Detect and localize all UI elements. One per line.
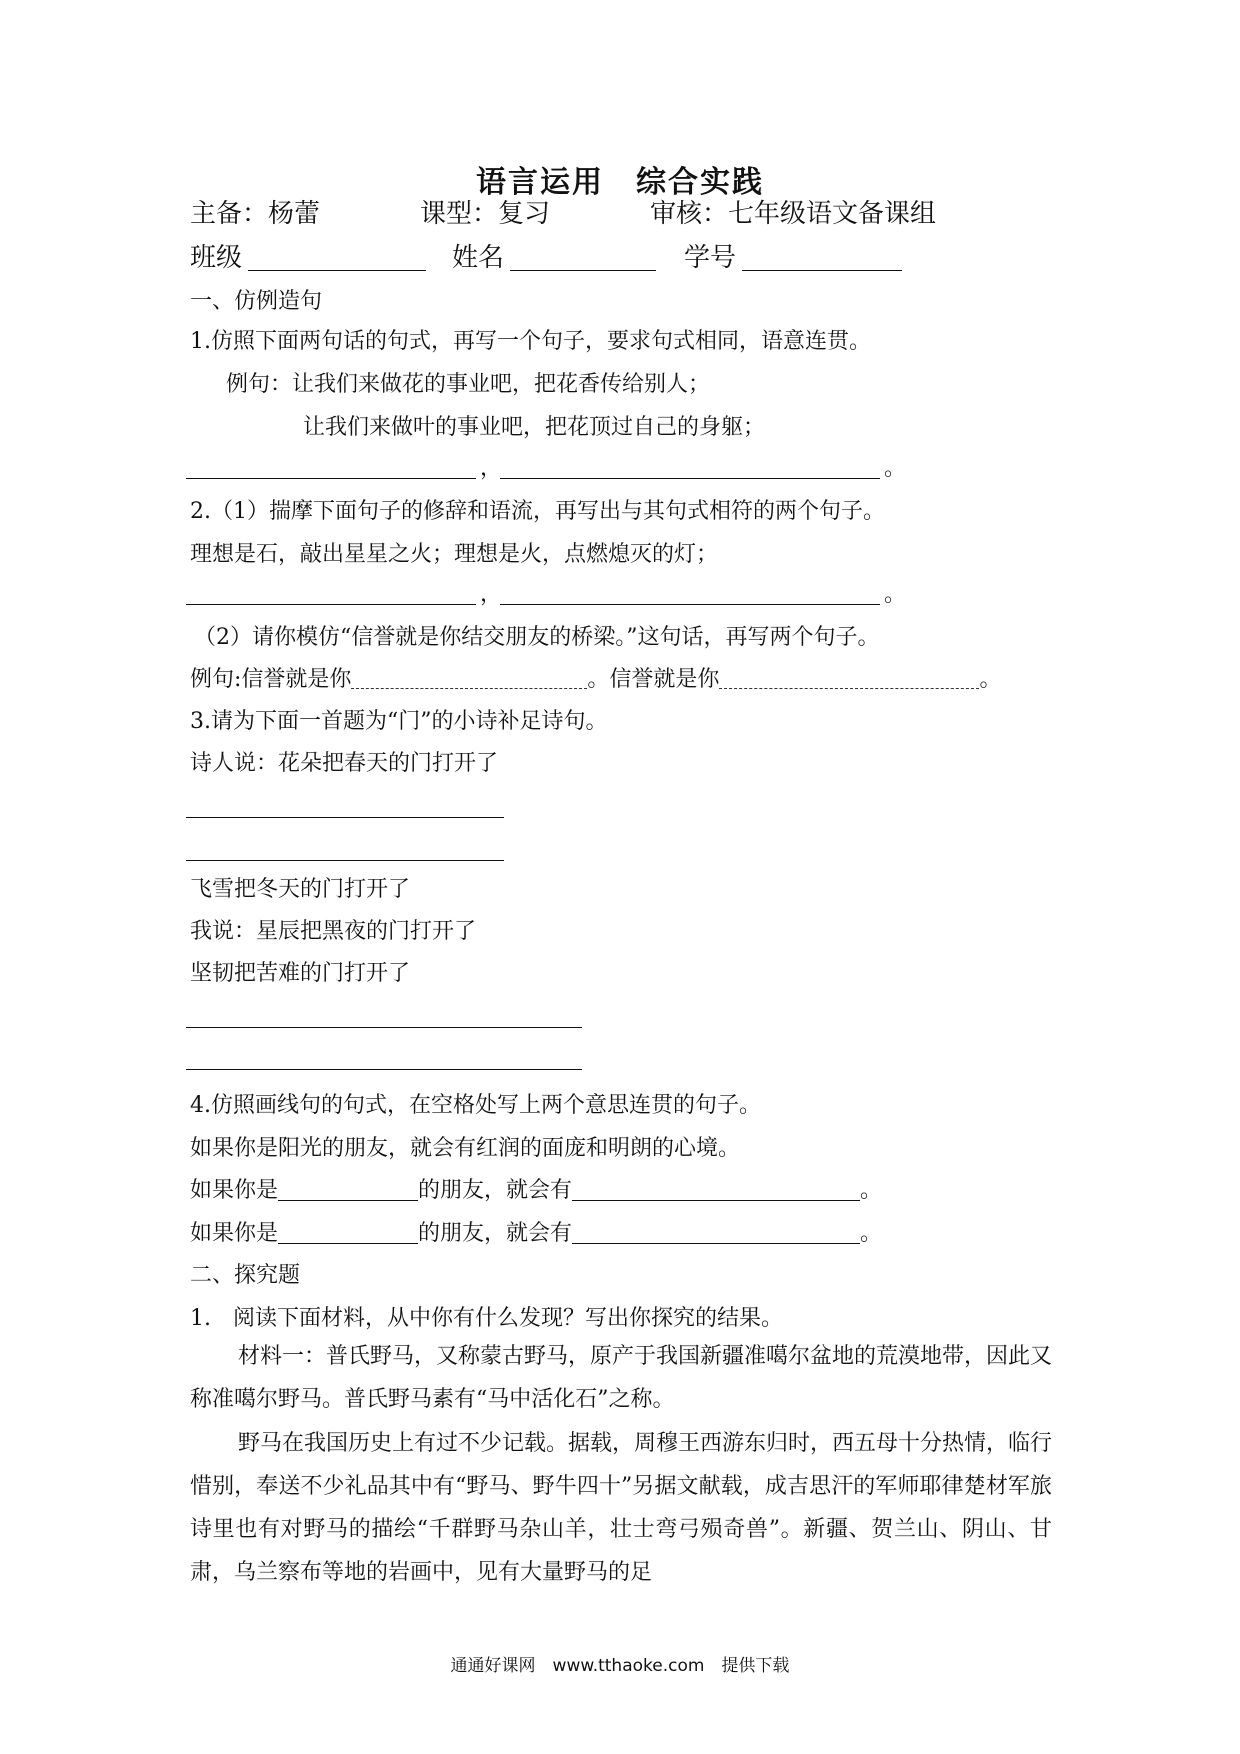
q3-prompt: 3.请为下面一首题为“门”的小诗补足诗句。 <box>190 709 608 734</box>
student-fields <box>190 242 1090 276</box>
q1-answer-line-1[interactable] <box>186 478 476 479</box>
name-label: 姓名 <box>452 243 505 273</box>
q4-prompt: 4.仿照画线句的句式，在空格处写上两个意思连贯的句子。 <box>190 1093 761 1118</box>
section2-q1-prompt: 1. 阅读下面材料，从中你有什么发现？写出你探究的结果。 <box>190 1306 783 1331</box>
q3-answer-line-3[interactable] <box>186 1027 582 1028</box>
q4-c-label: 。 <box>860 1221 883 1246</box>
q2-example-2-c: 。 <box>979 667 1002 692</box>
q2-example-2-line <box>190 666 1001 694</box>
q2-prompt-2: （2）请你模仿“信誉就是你结交朋友的桥梁。”这句话，再写两个句子。 <box>194 625 880 650</box>
q4-answer-row-2 <box>190 1220 882 1248</box>
q4-blank-2b[interactable] <box>572 1221 860 1244</box>
q3-poem-line-3: 我说：星辰把黑夜的门打开了 <box>190 919 477 944</box>
lesson-type: 课型：复习 <box>420 199 551 229</box>
q4-blank-1a[interactable] <box>278 1178 418 1201</box>
q3-answer-line-4[interactable] <box>186 1069 582 1070</box>
q4-blank-2a[interactable] <box>278 1221 418 1244</box>
q2-example: 理想是石，敲出星星之火；理想是火，点燃熄灭的灯； <box>190 542 719 567</box>
q2-example-2-a: 例句:信誉就是你 <box>190 667 352 692</box>
q4-answer-row-1 <box>190 1177 882 1205</box>
q3-poem-line-4: 坚韧把苦难的门打开了 <box>190 961 411 986</box>
class-label: 班级 <box>190 243 243 273</box>
material-1: 材料一：普氏野马，又称蒙古野马，原产于我国新疆准噶尔盆地的荒漠地带，因此又称准噶尔野马。普氏野马素有“马中活化石”之称。 <box>190 1344 1053 1412</box>
q4-a-label: 如果你是 <box>190 1178 279 1203</box>
footer: 通通好课网 www.tthaoke.com 提供下载 <box>450 1656 790 1676</box>
reviewer: 审核：七年级语文备课组 <box>650 199 937 229</box>
q2-prompt-1: 2.（1）揣摩下面句子的修辞和语流，再写出与其句式相符的两个句子。 <box>190 499 885 524</box>
section1-heading: 一、仿例造句 <box>190 289 323 314</box>
q2-comma: ， <box>480 582 503 607</box>
meta-row <box>190 198 1090 232</box>
q4-c-label: 。 <box>860 1178 883 1203</box>
q4-a-label: 如果你是 <box>190 1221 279 1246</box>
q2-blank-1[interactable] <box>351 668 587 689</box>
q4-blank-1b[interactable] <box>572 1178 860 1201</box>
q1-period: 。 <box>884 456 907 481</box>
page-title: 语言运用 综合实践 <box>476 165 764 200</box>
q3-poem-line-2: 飞雪把冬天的门打开了 <box>190 877 411 902</box>
q2-answer-line-1[interactable] <box>186 604 476 605</box>
q4-example: 如果你是阳光的朋友，就会有红润的面庞和明朗的心境。 <box>190 1136 741 1161</box>
q2-period: 。 <box>884 582 907 607</box>
class-field[interactable] <box>248 270 426 271</box>
number-label: 学号 <box>684 243 737 273</box>
q1-answer-line-2[interactable] <box>500 478 880 479</box>
q2-answer-line-2[interactable] <box>500 604 880 605</box>
material-2: 野马在我国历史上有过不少记载。据载，周穆王西游东归时，西五母十分热情，临行惜别，奉送不少礼品其中有“野马、野牛四十”另据文献载，成吉思汗的军师耶律楚材军旅诗里也有对野马的描绘“千群野马杂山羊，壮士弯弓殒奇兽”。新疆、贺兰山、阴山、甘肃，乌兰察布等地的岩画中，见有大量野马的足 <box>190 1431 1053 1585</box>
q1-example-1: 例句：让我们来做花的事业吧，把花香传给别人； <box>226 372 711 397</box>
q2-blank-2[interactable] <box>719 668 979 689</box>
q4-b-label: 的朋友，就会有 <box>418 1221 573 1246</box>
name-field[interactable] <box>510 270 656 271</box>
q1-prompt: 1.仿照下面两句话的句式，再写一个句子，要求句式相同，语意连贯。 <box>190 329 871 354</box>
preparer: 主备：杨蕾 <box>190 199 321 229</box>
number-field[interactable] <box>742 270 902 271</box>
section2-heading: 二、探究题 <box>190 1263 301 1288</box>
q3-answer-line-1[interactable] <box>186 817 504 818</box>
q4-b-label: 的朋友，就会有 <box>418 1178 573 1203</box>
q3-poem-line-1: 诗人说：花朵把春天的门打开了 <box>190 751 499 776</box>
q1-comma: ， <box>480 456 503 481</box>
q1-example-2: 让我们来做叶的事业吧，把花顶过自己的身躯； <box>303 415 766 440</box>
q2-example-2-b: 。信誉就是你 <box>587 667 720 692</box>
q3-answer-line-2[interactable] <box>186 860 504 861</box>
